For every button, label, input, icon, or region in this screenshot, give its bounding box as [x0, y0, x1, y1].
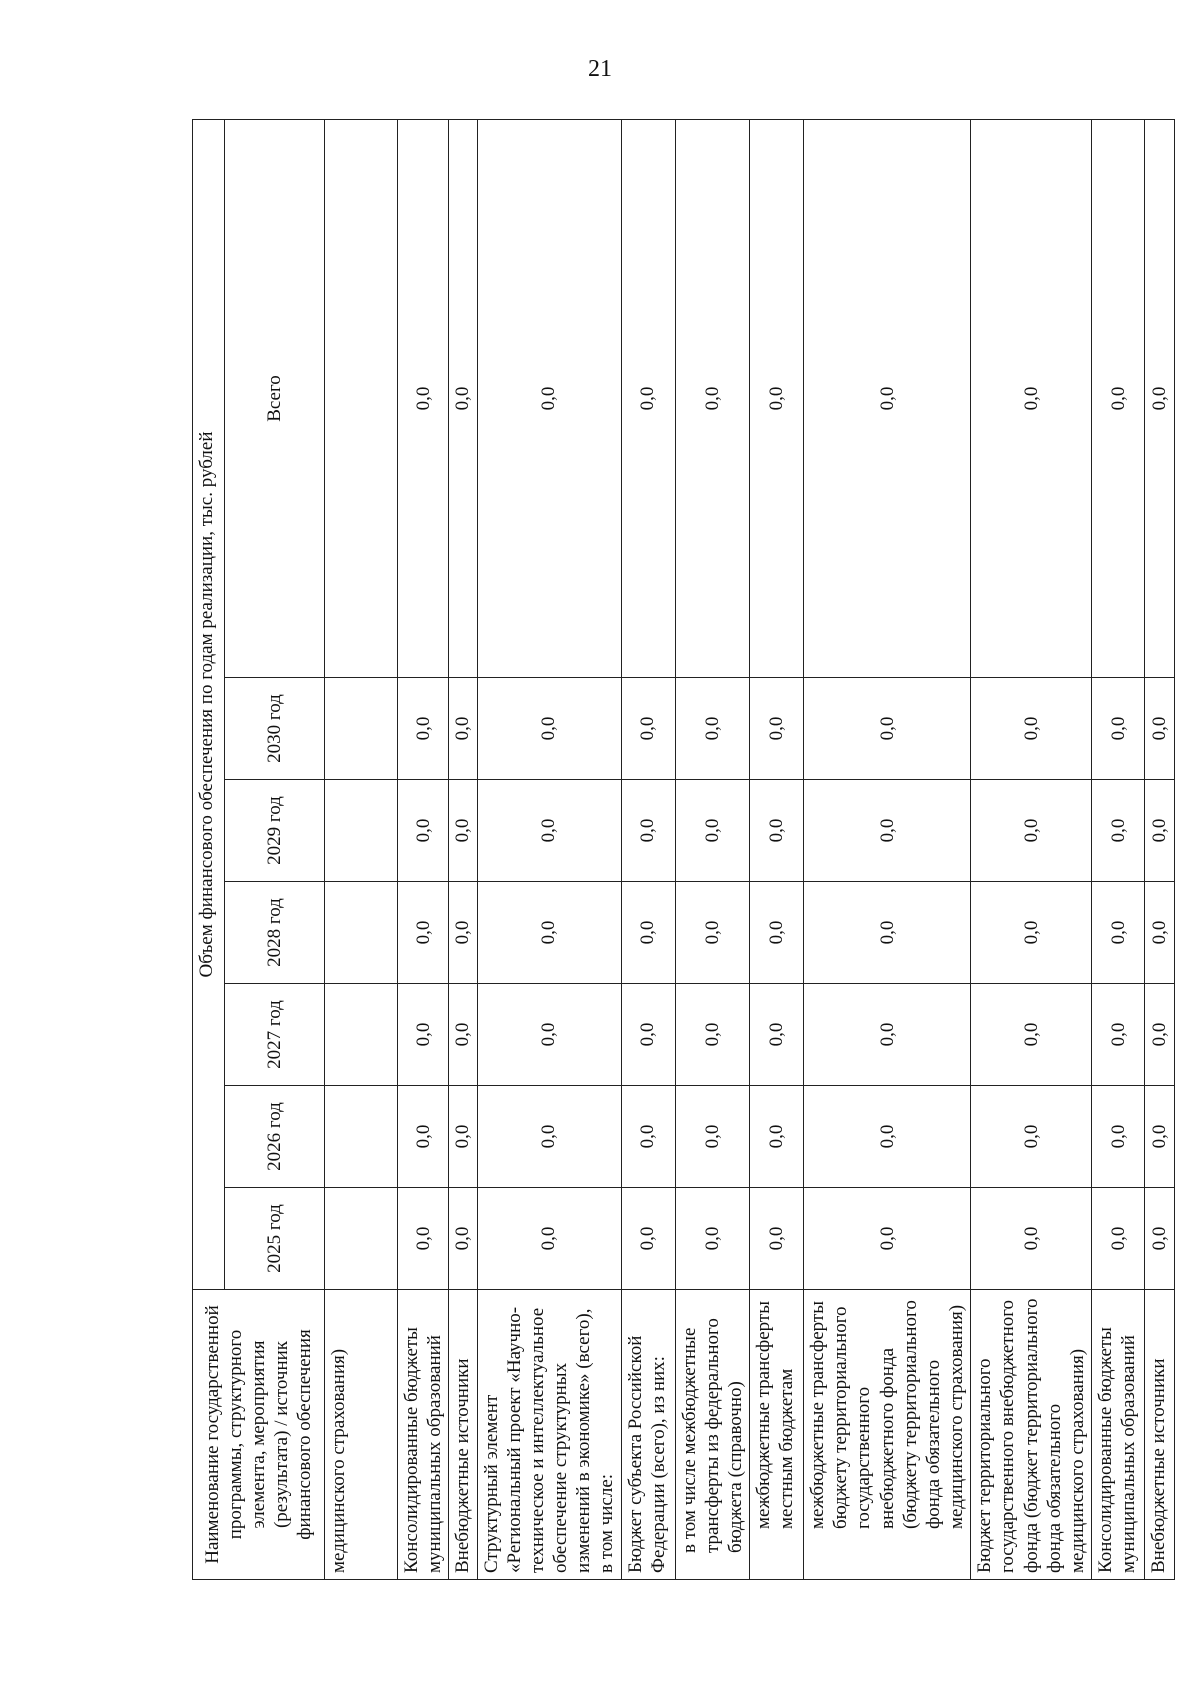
cell-2030: 0,0 — [398, 678, 449, 780]
cell-2028: 0,0 — [1145, 882, 1175, 984]
cell-2025: 0,0 — [1092, 1188, 1145, 1290]
cell-2029: 0,0 — [621, 780, 675, 882]
cell-2026: 0,0 — [804, 1086, 971, 1188]
cell-2026: 0,0 — [449, 1086, 477, 1188]
cell-2030: 0,0 — [621, 678, 675, 780]
table-row — [804, 119, 971, 1579]
financing-table — [192, 119, 1175, 1580]
cell-2030: 0,0 — [449, 678, 477, 780]
header-year-2028: 2028 год — [225, 882, 325, 984]
row-name: в том числе межбюджетные трансферты из федерального бюджета (справочно) — [675, 1290, 750, 1580]
rotated-page-content — [192, 120, 1171, 1580]
cell-2027: 0,0 — [675, 984, 750, 1086]
cell-2026: 0,0 — [621, 1086, 675, 1188]
cell-2027 — [325, 984, 398, 1086]
cell-2026: 0,0 — [477, 1086, 621, 1188]
cell-total: 0,0 — [1092, 119, 1145, 677]
table-row — [449, 119, 477, 1579]
header-year-2027: 2027 год — [225, 984, 325, 1086]
cell-2030: 0,0 — [750, 678, 804, 780]
cell-2030: 0,0 — [675, 678, 750, 780]
row-name: межбюджетные трансферты местным бюджетам — [750, 1290, 804, 1580]
cell-2025: 0,0 — [971, 1188, 1092, 1290]
cell-2025 — [325, 1188, 398, 1290]
header-year-2025: 2025 год — [225, 1188, 325, 1290]
table-row — [750, 119, 804, 1579]
cell-total: 0,0 — [1145, 119, 1175, 677]
row-name: Бюджет территориального государственного внебюджетного фонда (бюджет территориального фонда обязательного медицинского страхования) — [971, 1290, 1092, 1580]
cell-2027: 0,0 — [971, 984, 1092, 1086]
cell-2030: 0,0 — [971, 678, 1092, 780]
cell-2025: 0,0 — [449, 1188, 477, 1290]
table-row — [1092, 119, 1145, 1579]
cell-2028 — [325, 882, 398, 984]
cell-2027: 0,0 — [449, 984, 477, 1086]
row-name: Бюджет субъекта Российской Федерации (всего), из них: — [621, 1290, 675, 1580]
cell-total — [325, 119, 398, 677]
cell-total: 0,0 — [621, 119, 675, 677]
cell-2030: 0,0 — [1145, 678, 1175, 780]
cell-total: 0,0 — [971, 119, 1092, 677]
cell-2030: 0,0 — [477, 678, 621, 780]
header-row-group — [193, 119, 225, 1579]
cell-2027: 0,0 — [398, 984, 449, 1086]
table-row — [971, 119, 1092, 1579]
cell-2025: 0,0 — [477, 1188, 621, 1290]
row-name: межбюджетные трансферты бюджету территориального государственного внебюджетного фонда (бюджету территориального фонда обязательного медицинского страхования) — [804, 1290, 971, 1580]
cell-2025: 0,0 — [398, 1188, 449, 1290]
header-year-2029: 2029 год — [225, 780, 325, 882]
row-name: медицинского страхования) — [325, 1290, 398, 1580]
page-number: 21 — [588, 56, 612, 82]
cell-2027: 0,0 — [804, 984, 971, 1086]
header-year-2026: 2026 год — [225, 1086, 325, 1188]
cell-2029: 0,0 — [449, 780, 477, 882]
table-row — [477, 119, 621, 1579]
cell-2028: 0,0 — [621, 882, 675, 984]
cell-2028: 0,0 — [398, 882, 449, 984]
cell-total: 0,0 — [477, 119, 621, 677]
cell-2026: 0,0 — [1092, 1086, 1145, 1188]
cell-2027: 0,0 — [1145, 984, 1175, 1086]
cell-2029: 0,0 — [804, 780, 971, 882]
cell-2025: 0,0 — [621, 1188, 675, 1290]
row-name: Консолидированные бюджеты муниципальных образований — [398, 1290, 449, 1580]
cell-2027: 0,0 — [621, 984, 675, 1086]
cell-2029: 0,0 — [971, 780, 1092, 882]
cell-2029: 0,0 — [398, 780, 449, 882]
cell-2029: 0,0 — [477, 780, 621, 882]
cell-2030: 0,0 — [1092, 678, 1145, 780]
cell-2026: 0,0 — [675, 1086, 750, 1188]
cell-2028: 0,0 — [971, 882, 1092, 984]
cell-2028: 0,0 — [477, 882, 621, 984]
cell-2028: 0,0 — [675, 882, 750, 984]
cell-2025: 0,0 — [804, 1188, 971, 1290]
row-name: Структурный элемент «Региональный проект «Научно-техническое и интеллектуальное обеспечение структурных изменений в экономике» (всего), в том числе: — [477, 1290, 621, 1580]
header-total: Всего — [225, 119, 325, 677]
cell-2029 — [325, 780, 398, 882]
table-row — [398, 119, 449, 1579]
cell-2029: 0,0 — [1145, 780, 1175, 882]
cell-total: 0,0 — [398, 119, 449, 677]
cell-2030: 0,0 — [804, 678, 971, 780]
cell-2030 — [325, 678, 398, 780]
row-name: Внебюджетные источники — [1145, 1290, 1175, 1580]
cell-2028: 0,0 — [804, 882, 971, 984]
cell-2028: 0,0 — [750, 882, 804, 984]
cell-total: 0,0 — [804, 119, 971, 677]
table-row — [325, 119, 398, 1579]
cell-2025: 0,0 — [750, 1188, 804, 1290]
cell-2025: 0,0 — [1145, 1188, 1175, 1290]
cell-2026: 0,0 — [398, 1086, 449, 1188]
cell-2027: 0,0 — [750, 984, 804, 1086]
cell-2026: 0,0 — [750, 1086, 804, 1188]
cell-2029: 0,0 — [675, 780, 750, 882]
cell-2026: 0,0 — [971, 1086, 1092, 1188]
cell-2027: 0,0 — [477, 984, 621, 1086]
cell-2026: 0,0 — [1145, 1086, 1175, 1188]
header-name-column: Наименование государственной программы, структурного элемента, мероприятия (результата) / источник финансового обеспечения — [193, 1290, 325, 1580]
table-row — [675, 119, 750, 1579]
cell-total: 0,0 — [750, 119, 804, 677]
cell-2029: 0,0 — [750, 780, 804, 882]
row-name: Консолидированные бюджеты муниципальных образований — [1092, 1290, 1145, 1580]
cell-2028: 0,0 — [449, 882, 477, 984]
table-row — [621, 119, 675, 1579]
cell-2027: 0,0 — [1092, 984, 1145, 1086]
cell-total: 0,0 — [449, 119, 477, 677]
header-year-2030: 2030 год — [225, 678, 325, 780]
row-name: Внебюджетные источники — [449, 1290, 477, 1580]
cell-2028: 0,0 — [1092, 882, 1145, 984]
cell-2025: 0,0 — [675, 1188, 750, 1290]
table-row — [1145, 119, 1175, 1579]
header-group: Объем финансового обеспечения по годам реализации, тыс. рублей — [193, 119, 225, 1289]
cell-2029: 0,0 — [1092, 780, 1145, 882]
cell-total: 0,0 — [675, 119, 750, 677]
cell-2026 — [325, 1086, 398, 1188]
